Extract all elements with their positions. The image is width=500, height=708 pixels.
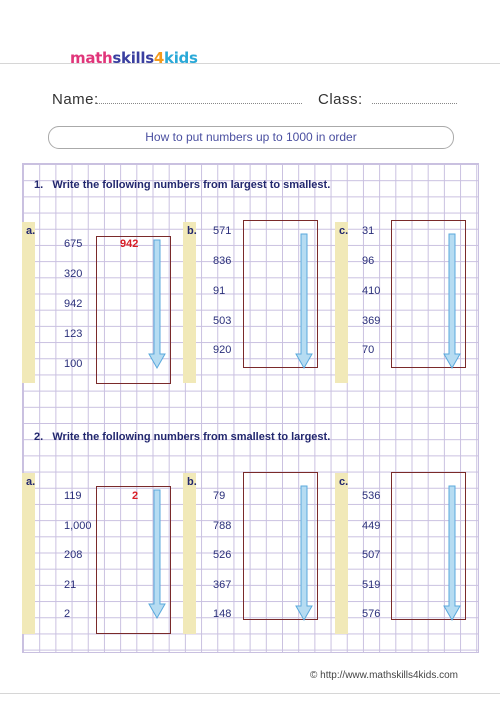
number-1c-2: 96 — [362, 255, 375, 267]
number-2b-1: 79 — [213, 490, 226, 502]
number-2a-1: 119 — [64, 490, 82, 502]
down-arrow-icon — [442, 220, 462, 372]
strip-2a — [22, 473, 35, 634]
worksheet-title: How to put numbers up to 1000 in order — [48, 126, 454, 149]
number-1c-5: 70 — [362, 344, 375, 356]
question-1: 1. Write the following numbers from largest to smallest. — [34, 179, 331, 191]
number-1a-1: 675 — [64, 238, 83, 250]
strip-1b — [183, 222, 196, 383]
number-1b-3: 91 — [213, 285, 226, 297]
class-field[interactable] — [372, 103, 457, 104]
number-2b-5: 148 — [213, 608, 232, 620]
number-1b-1: 571 — [213, 225, 232, 237]
class-label: Class: — [318, 91, 363, 108]
number-1a-3: 942 — [64, 298, 83, 310]
label-2c: c. — [339, 476, 349, 488]
number-2c-4: 519 — [362, 579, 381, 591]
number-1a-5: 100 — [64, 358, 83, 370]
question-2: 2. Write the following numbers from smallest to largest. — [34, 431, 331, 443]
footer-divider — [0, 693, 500, 694]
number-2a-5: 2 — [64, 608, 71, 620]
number-2b-3: 526 — [213, 549, 232, 561]
answer-2a-first: 2 — [132, 490, 139, 502]
number-1a-2: 320 — [64, 268, 83, 280]
number-2c-1: 536 — [362, 490, 381, 502]
down-arrow-icon — [294, 472, 314, 624]
name-field[interactable] — [97, 103, 302, 104]
number-1b-2: 836 — [213, 255, 232, 267]
label-1a: a. — [26, 225, 36, 237]
strip-1c — [335, 222, 348, 383]
number-2c-2: 449 — [362, 520, 381, 532]
label-2a: a. — [26, 476, 36, 488]
label-1c: c. — [339, 225, 349, 237]
number-1a-4: 123 — [64, 328, 83, 340]
number-1b-5: 920 — [213, 344, 232, 356]
logo: mathskills4kids — [70, 49, 198, 67]
name-label: Name: — [52, 91, 99, 108]
number-1c-3: 410 — [362, 285, 381, 297]
down-arrow-icon — [147, 486, 167, 622]
number-2c-3: 507 — [362, 549, 381, 561]
label-2b: b. — [187, 476, 197, 488]
down-arrow-icon — [147, 236, 167, 372]
number-1c-4: 369 — [362, 315, 381, 327]
number-2a-4: 21 — [64, 579, 77, 591]
number-2a-2: 1,000 — [64, 520, 92, 532]
answer-1a-first: 942 — [120, 238, 139, 250]
number-2a-3: 208 — [64, 549, 83, 561]
number-1c-1: 31 — [362, 225, 375, 237]
number-1b-4: 503 — [213, 315, 232, 327]
number-2c-5: 576 — [362, 608, 381, 620]
header-divider — [0, 63, 500, 64]
down-arrow-icon — [294, 220, 314, 372]
label-1b: b. — [187, 225, 197, 237]
down-arrow-icon — [442, 472, 462, 624]
strip-2b — [183, 473, 196, 634]
number-2b-4: 367 — [213, 579, 232, 591]
number-2b-2: 788 — [213, 520, 232, 532]
strip-2c — [335, 473, 348, 634]
footer-url[interactable]: © http://www.mathskills4kids.com — [310, 670, 458, 681]
strip-1a — [22, 222, 35, 383]
